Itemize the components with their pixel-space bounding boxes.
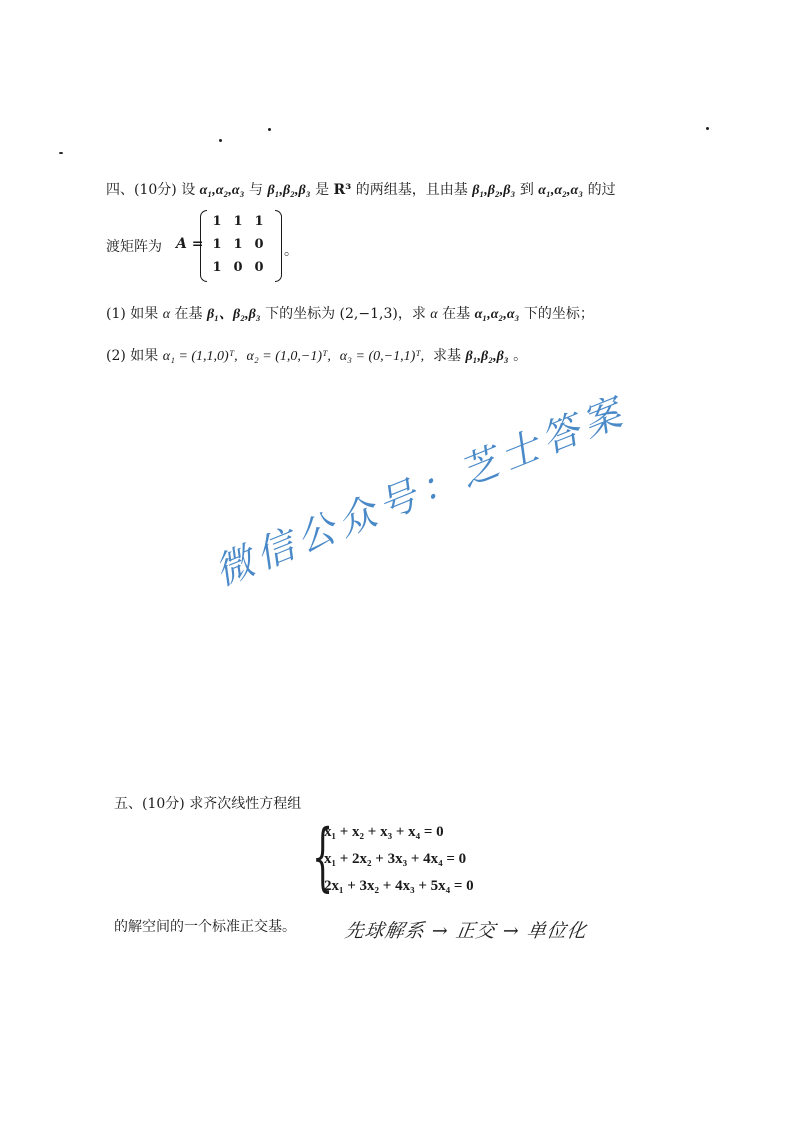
part1-alpha-list: α₁,α₂,α₃ bbox=[474, 307, 520, 322]
part2-alpha3: α₃ = (0,−1,1)ᵀ, bbox=[339, 349, 425, 364]
equation-1: x₁ + x₂ + x₃ + x₄ = 0 bbox=[324, 824, 444, 840]
equation-3: 2x₁ + 3x₂ + 4x₃ + 5x₄ = 0 bbox=[324, 878, 474, 894]
scan-speck bbox=[706, 127, 709, 130]
matrix-row bbox=[212, 214, 264, 229]
q4-intro: 四、(10分) 设 bbox=[106, 182, 196, 198]
q4-is: 是 bbox=[315, 182, 330, 198]
q4-rest: 的两组基，且由基 bbox=[355, 182, 468, 198]
q5-footer bbox=[114, 916, 296, 936]
q5-title bbox=[114, 793, 301, 813]
part1-alpha2: α bbox=[430, 307, 438, 322]
matrix-cell: 0 bbox=[254, 260, 264, 275]
handwritten-note: 先球解系 → 正交 → 单位化 bbox=[343, 920, 589, 942]
matrix-cell: 0 bbox=[254, 237, 264, 252]
q4-beta-list-2: β₁,β₂,β₃ bbox=[472, 183, 516, 198]
part1-mid: 在基 bbox=[174, 306, 203, 322]
part2-alpha1: α₁ = (1,1,0)ᵀ, bbox=[162, 349, 238, 364]
part2-beta: β₁,β₂,β₃ bbox=[465, 349, 509, 364]
equation-2: x₁ + 2x₂ + 3x₃ + 4x₄ = 0 bbox=[324, 851, 467, 867]
part2-alpha2: α₂ = (1,0,−1)ᵀ, bbox=[246, 349, 331, 364]
q4-with: 与 bbox=[249, 182, 263, 198]
part2-end: 。 bbox=[513, 348, 528, 364]
part1-beta: β₁、β₂,β₃ bbox=[207, 307, 261, 322]
part2-mid: 求基 bbox=[433, 348, 462, 364]
matrix-cell: 1 bbox=[233, 237, 243, 252]
q4-statement-line1 bbox=[106, 179, 616, 199]
watermark-text: 微信公众号：芝士答案 bbox=[208, 388, 633, 595]
q4-alpha-list: α₁,α₂,α₃ bbox=[199, 183, 245, 198]
scan-speck bbox=[219, 139, 222, 142]
part2-prefix: (2) 如果 bbox=[106, 348, 159, 364]
q4-to: 到 bbox=[519, 182, 534, 198]
matrix-cell: 1 bbox=[212, 237, 222, 252]
matrix-right-bracket bbox=[275, 210, 282, 282]
transition-matrix bbox=[200, 210, 282, 282]
scan-speck bbox=[268, 128, 271, 131]
matrix-row bbox=[212, 237, 264, 252]
q4-end: 的过 bbox=[587, 182, 616, 198]
system-brace: { bbox=[312, 814, 334, 900]
q4-alpha-list-2: α₁,α₂,α₃ bbox=[538, 183, 584, 198]
matrix-cell: 1 bbox=[212, 214, 222, 229]
q5-title-text: 五、(10分) 求齐次线性方程组 bbox=[114, 796, 302, 812]
q4-beta-list: β₁,β₂,β₃ bbox=[267, 183, 311, 198]
matrix-row bbox=[212, 260, 264, 275]
q4-matrix-label bbox=[106, 236, 162, 256]
matrix-cell: 1 bbox=[212, 260, 222, 275]
matrix-left-bracket bbox=[200, 210, 207, 282]
part1-end: 下的坐标； bbox=[523, 306, 594, 322]
q4-part2 bbox=[106, 345, 527, 365]
matrix-cell: 1 bbox=[233, 214, 243, 229]
matrix-cell: 0 bbox=[233, 260, 243, 275]
matrix-end-text: 。 bbox=[284, 243, 298, 259]
q5-footer-text: 的解空间的一个标准正交基。 bbox=[114, 919, 296, 935]
part1-mid2: 下的坐标为 (2,−1,3)，求 bbox=[265, 306, 426, 322]
q4-matrix-end bbox=[284, 240, 298, 260]
matrix-cell: 1 bbox=[254, 214, 264, 229]
part1-prefix: (1) 如果 bbox=[106, 306, 159, 322]
matrix-name-text: A = bbox=[176, 236, 204, 252]
matrix-label-text: 渡矩阵为 bbox=[106, 239, 162, 255]
q4-space: R³ bbox=[333, 182, 352, 198]
part1-mid3: 在基 bbox=[442, 306, 471, 322]
scan-speck bbox=[59, 152, 63, 154]
part1-alpha: α bbox=[162, 307, 171, 322]
q4-part1 bbox=[106, 303, 594, 323]
